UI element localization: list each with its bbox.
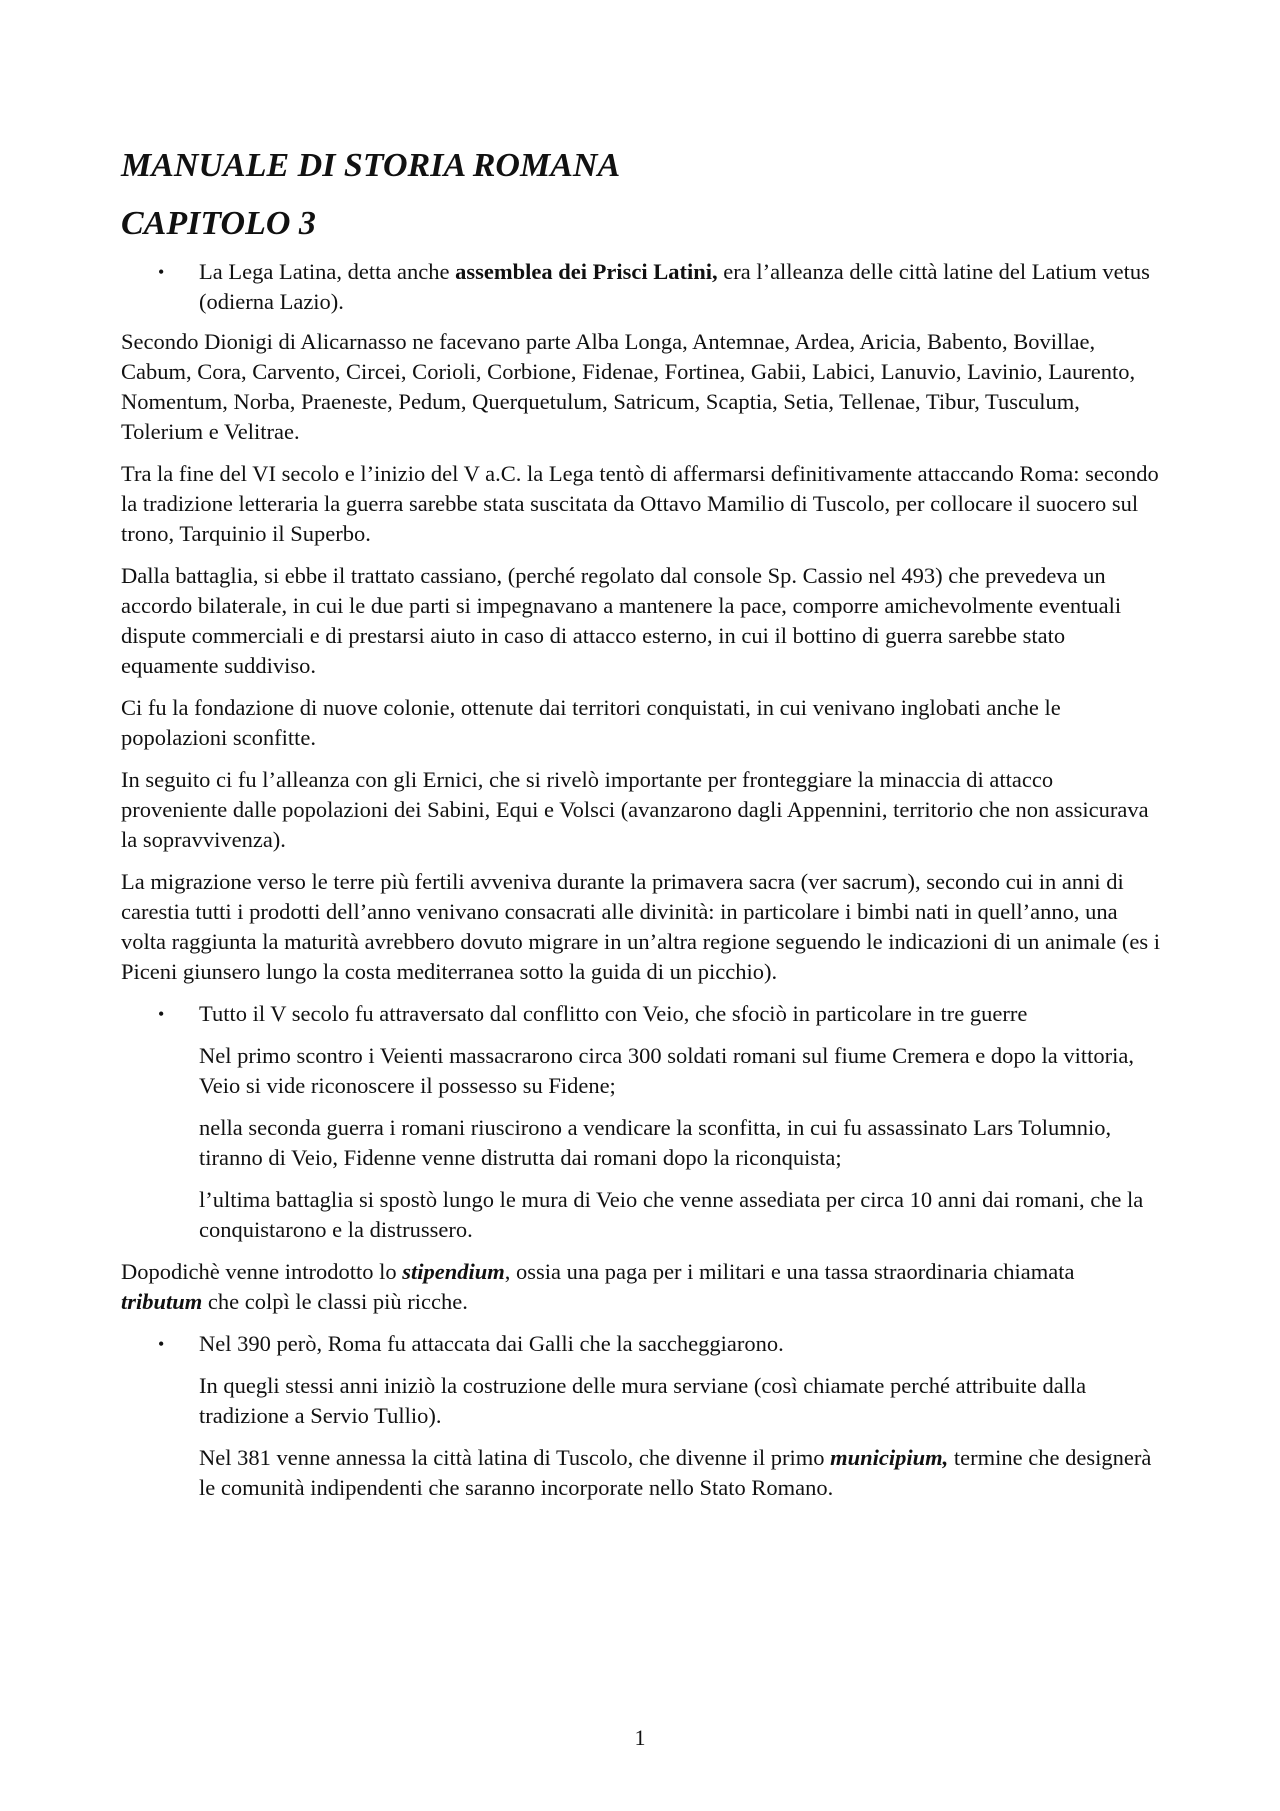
indent-seconda-guerra: nella seconda guerra i romani riuscirono a vendicare la sconfitta, in cui fu assassinato Lars Tolumnio, tiranno di Veio, Fidenne venne distrutta dai romani dopo la riconquista; — [199, 1115, 1112, 1170]
paragraph-colonie: Ci fu la fondazione di nuove colonie, ottenute dai territori conquistati, in cui venivano inglobati anche le popolazioni sconfitte. — [121, 695, 1061, 750]
page-number: 1 — [634, 1725, 646, 1750]
bullet-icon: • — [158, 1004, 165, 1024]
bullet-lega-latina: • La Lega Latina, detta anche assemblea dei Prisci Latini, era l’alleanza delle città latine del Latium vetus (odierna Lazio). — [158, 259, 1150, 314]
term-prisci-latini: assemblea dei Prisci Latini, — [455, 259, 718, 284]
indent-mura-serviane: In quegli stessi anni iniziò la costruzione delle mura serviane (così chiamate perché attribuite dalla tradizione a Servio Tullio). — [199, 1373, 1087, 1428]
paragraph-fine-secolo: Tra la fine del VI secolo e l’inizio del V a.C. la Lega tentò di affermarsi definitivamente attaccando Roma: secondo la tradizione letteraria la guerra sarebbe stata suscitata da Ottavo Mamilio di Tuscolo, per collocare il suocero sul trono, Tarquinio il Superbo. — [121, 461, 1159, 546]
document-title: MANUALE DI STORIA ROMANA — [121, 147, 621, 184]
paragraph-stipendium: Dopodichè venne introdotto lo stipendium, ossia una paga per i militari e una tassa straordinaria chiamata tributum che colpì le classi più ricche. — [121, 1259, 1075, 1314]
paragraph-ver-sacrum: La migrazione verso le terre più fertili avveniva durante la primavera sacra (ver sacrum), secondo cui in anni di carestia tutti i prodotti dell’anno venivano consacrati alle divinità: in particolare i bimbi nati in quell’anno, una volta raggiunta la maturità avrebbero dovuto migrare in un’altra regione seguendo le indicazioni di un animale (es i Piceni giunsero lungo la costa mediterranea sotto la guida di un picchio). — [121, 869, 1161, 984]
indent-ultima-battaglia: l’ultima battaglia si spostò lungo le mura di Veio che venne assediata per circa 10 anni dai romani, che la conquistarono e la distrussero. — [199, 1187, 1144, 1242]
bullet-icon: • — [158, 1334, 165, 1354]
chapter-heading: CAPITOLO 3 — [121, 205, 316, 242]
paragraph-ernici: In seguito ci fu l’alleanza con gli Ernici, che si rivelò importante per fronteggiare la minaccia di attacco proveniente dalle popolazioni dei Sabini, Equi e Volsci (avanzarono dagli Appennini, territorio che non assicurava la sopravvivenza). — [121, 767, 1149, 852]
term-stipendium: stipendium — [402, 1259, 505, 1284]
indent-municipium: Nel 381 venne annessa la città latina di Tuscolo, che divenne il primo municipium, termine che designerà le comunità indipendenti che saranno incorporate nello Stato Romano. — [199, 1445, 1152, 1500]
paragraph-trattato-cassiano: Dalla battaglia, si ebbe il trattato cassiano, (perché regolato dal console Sp. Cassio nel 493) che prevedeva un accordo bilaterale, in cui le due parti si impegnavano a mantenere la pace, comporre amichevolmente eventuali dispute commerciali e di prestarsi aiuto in caso di attacco esterno, in cui il bottino di guerra sarebbe stato equamente suddiviso. — [121, 563, 1122, 678]
paragraph-dionigi: Secondo Dionigi di Alicarnasso ne facevano parte Alba Longa, Antemnae, Ardea, Aricia, Babento, Bovillae, Cabum, Cora, Carvento, Circei, Corioli, Corbione, Fidenae, Fortinea, Gabii, Labici, Lanuvio, Lavinio, Laurento, Nomentum, Norba, Praeneste, Pedum, Querquetulum, Satricum, Scaptia, Setia, Tellenae, Tibur, Tusculum, Tolerium e Velitrae. — [121, 329, 1136, 444]
page-content — [121, 146, 1161, 1503]
term-tributum: tributum — [121, 1289, 203, 1314]
bullet-conflitto-veio: • Tutto il V secolo fu attraversato dal conflitto con Veio, che sfociò in particolare in tre guerre — [121, 999, 1161, 1029]
bullet-icon: • — [158, 262, 165, 282]
bullet-galli: • Nel 390 però, Roma fu attaccata dai Galli che la saccheggiarono. — [121, 1329, 1161, 1359]
term-municipium: municipium, — [830, 1445, 949, 1470]
indent-primo-scontro: Nel primo scontro i Veienti massacrarono circa 300 soldati romani sul fiume Cremera e dopo la vittoria, Veio si vide riconoscere il possesso su Fidene; — [199, 1043, 1134, 1098]
